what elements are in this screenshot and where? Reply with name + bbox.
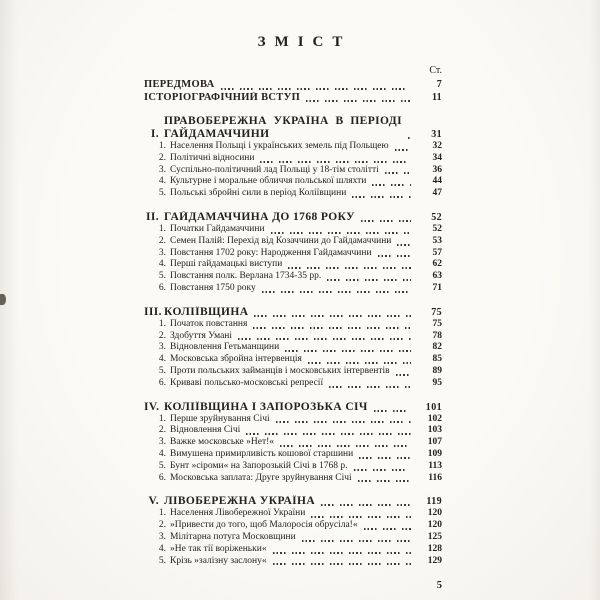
toc-item [144, 165, 442, 177]
toc-item [144, 520, 442, 532]
toc-item-label: Початок повстання [170, 318, 248, 329]
leader-dots [253, 327, 411, 329]
toc-item-page: 53 [432, 235, 442, 246]
toc-item-number: 3. [158, 164, 166, 175]
toc-section-heading-label: ГАЙДАМАЧЧИНА ДО 1768 РОКУ [164, 210, 355, 223]
toc-item-page: 128 [427, 543, 442, 554]
toc-item [144, 378, 442, 390]
leader-dots [352, 196, 411, 198]
toc-item-label: Початки Гайдамаччини [170, 223, 265, 234]
toc-item-number: 1. [158, 141, 166, 151]
toc-item-label: Повстання 1750 року [170, 282, 256, 293]
toc-item [144, 437, 442, 449]
leader-dots [321, 504, 411, 506]
toc-item-label: Семен Палій: Перехід від Козаччини до Гайдамаччини [170, 235, 392, 246]
leader-dots [327, 279, 411, 281]
toc-item-page: 120 [427, 508, 442, 519]
toc-item [144, 141, 442, 153]
leader-dots [374, 410, 411, 412]
leader-dots [271, 232, 411, 234]
toc-section-heading [144, 401, 442, 414]
leader-dots [358, 480, 411, 482]
toc-section-heading-number: V. [148, 495, 159, 508]
toc-item [144, 425, 442, 437]
toc-item-number: 2. [158, 330, 166, 341]
toc-item-label: Московська заплата: Друге зруйнування Січі [170, 472, 352, 483]
toc-item [144, 176, 442, 188]
toc-item-label: Мілітарна потуга Московщини [170, 531, 296, 542]
toc-item-label: »Привести до того, щоб Малоросія обрусіла!« [170, 520, 358, 531]
toc-item-number: 4. [158, 259, 166, 270]
column-header: Ст. [429, 65, 442, 76]
leader-dots [288, 267, 411, 269]
toc-item-number: 6. [158, 282, 166, 293]
toc-section-heading-page: 101 [425, 401, 442, 413]
toc-item [144, 224, 442, 236]
toc-item-page: 34 [432, 152, 442, 163]
leader-dots [378, 255, 411, 257]
toc-item-page: 102 [427, 413, 442, 424]
toc-section-heading-label: ЛІВОБЕРЕЖНА УКРАЇНА [164, 495, 316, 508]
leader-dots [408, 137, 411, 139]
toc-item-number: 3. [158, 437, 166, 448]
toc-section-heading-page: 31 [431, 129, 442, 140]
toc-item-page: 109 [427, 448, 442, 459]
leader-dots [306, 100, 411, 102]
leader-dots [308, 362, 411, 364]
toc-item-label: Криваві польсько-московські репресії [170, 377, 324, 388]
toc-item-number: 5. [158, 555, 166, 566]
toc-section [144, 211, 442, 295]
leader-dots [238, 338, 411, 340]
page-title: ЗМІСТ [257, 34, 352, 50]
leader-dots [354, 469, 411, 471]
leader-dots [361, 220, 411, 222]
toc-entry [144, 79, 442, 92]
toc-item [144, 188, 442, 200]
page-number: 5 [436, 580, 442, 592]
leader-dots [364, 528, 411, 530]
toc-item-label: Важке московське »Нет!« [170, 437, 275, 448]
toc-item-number: 3. [158, 342, 166, 353]
toc-item-page: 95 [432, 377, 442, 388]
toc-section-heading-page: 75 [431, 306, 442, 318]
toc-item-label: Повстання 1702 року: Народження Гайдамаччини [170, 247, 372, 258]
toc-entry-label: ПЕРЕДМОВА [144, 79, 215, 90]
toc-item-number: 1. [158, 508, 166, 519]
toc-entry-page: 7 [436, 79, 442, 90]
toc-item [144, 544, 442, 556]
toc-section-heading-page: 119 [426, 496, 442, 508]
toc-item-number: 1. [158, 413, 166, 424]
leader-dots [302, 540, 411, 542]
toc-item-label: Польські збройні сили в період Коліївщини [170, 188, 347, 199]
toc-item-label: Перші гайдамацькі виступи [170, 259, 283, 270]
toc-item-page: 125 [427, 531, 442, 542]
toc-section-heading-number: I. [150, 128, 159, 140]
toc-item [144, 508, 442, 520]
toc-content [144, 65, 442, 591]
toc-item [144, 556, 442, 568]
leader-dots [260, 161, 411, 163]
toc-item-page: 113 [428, 460, 442, 471]
toc-item-label: »Не так тії воріженьки« [170, 543, 267, 554]
toc-item-page: 32 [432, 141, 442, 151]
toc-item-number: 4. [158, 354, 166, 365]
toc-item-number: 2. [158, 425, 166, 436]
toc-item-label: Перше зруйнування Січі [170, 413, 270, 424]
toc-front-matter [144, 79, 442, 104]
toc-entry-page: 11 [431, 91, 442, 103]
toc-section-heading [144, 211, 442, 224]
toc-item-number: 2. [158, 152, 166, 163]
toc-item-label: Бунт »сіроми« на Запорозькій Січі в 1768 р. [170, 460, 348, 471]
leader-dots [329, 386, 411, 388]
toc-item-number: 2. [158, 520, 166, 531]
toc-section-heading [144, 306, 442, 319]
toc-entry [144, 92, 442, 105]
toc-section-heading-label: КОЛІЇВЩИНА І ЗАПОРОЗЬКА СІЧ [164, 400, 368, 413]
leader-dots [273, 552, 411, 554]
leader-dots [246, 433, 411, 435]
leader-dots [221, 88, 411, 90]
toc-item [144, 449, 442, 461]
toc-item [144, 271, 442, 283]
toc-section [144, 495, 442, 567]
toc-item-page: 89 [432, 365, 442, 376]
toc-item-page: 57 [432, 247, 442, 258]
toc-section-heading-number: IV. [144, 400, 160, 413]
toc-item-page: 71 [432, 282, 442, 293]
toc-item-label: Відновлення Січі [170, 425, 241, 436]
toc-item [144, 153, 442, 165]
toc-item-number: 5. [158, 271, 166, 282]
scan-artifact [0, 294, 6, 305]
toc-item-page: 85 [432, 354, 442, 365]
toc-item [144, 414, 442, 426]
leader-dots [385, 172, 411, 174]
toc-item-number: 4. [158, 176, 166, 187]
leader-dots [254, 315, 411, 317]
toc-section-heading-number: III. [144, 305, 162, 318]
toc-item-page: 78 [432, 330, 442, 341]
toc-item-label: Населення Польщі і українських земель під Польщею [170, 141, 389, 151]
toc-item-number: 3. [158, 531, 166, 542]
toc-entry-label: ІСТОРІОГРАФІЧНИЙ ВСТУП [144, 91, 301, 103]
toc-item [144, 331, 442, 343]
toc-item-page: 129 [427, 555, 442, 566]
toc-item-label: Культурне і моральне обличчя польської шляхти [170, 176, 367, 187]
toc-item [144, 236, 442, 248]
leader-dots [285, 350, 411, 352]
toc-section-heading-label: КОЛІЇВЩИНА [164, 305, 249, 318]
leader-dots [280, 445, 411, 447]
toc-item-label: Повстання полк. Верлана 1734-35 рр. [170, 271, 322, 282]
toc-item-number: 2. [158, 235, 166, 246]
leader-dots [311, 516, 411, 518]
toc-item-number: 4. [158, 448, 166, 459]
toc-item-label: Суспільно-політичний лад Польщі у 18-тім столітті [170, 164, 379, 175]
toc-item-number: 1. [158, 318, 166, 329]
toc-item-number: 1. [158, 223, 166, 234]
toc-item-number: 4. [158, 543, 166, 554]
leader-dots [273, 563, 411, 565]
toc-item-label: Вимушена примирливість кошової старшини [170, 448, 354, 459]
toc-section-heading [144, 115, 442, 141]
toc-item [144, 366, 442, 378]
toc-item-page: 44 [432, 176, 442, 187]
toc-section [144, 115, 442, 200]
toc-item-label: Політичні відносини [170, 152, 255, 163]
leader-dots [372, 184, 411, 186]
toc-item-page: 103 [427, 425, 442, 436]
toc-item-page: 120 [427, 520, 442, 531]
toc-item-label: Крізь »залізну заслону« [170, 555, 267, 566]
toc-item [144, 283, 442, 295]
toc-item-page: 75 [432, 318, 442, 329]
toc-section-heading [144, 495, 442, 508]
toc-item-page: 47 [432, 188, 442, 199]
leader-dots [262, 291, 411, 293]
toc-item-label: Відновлення Гетьманщини [170, 342, 280, 353]
toc-item-page: 63 [432, 271, 442, 282]
toc-item-page: 36 [432, 164, 442, 175]
toc-item [144, 319, 442, 331]
toc-item-number: 6. [158, 472, 166, 483]
toc-item-label: Московська збройна інтервенція [170, 354, 302, 365]
toc-item-page: 116 [428, 472, 442, 483]
table-of-contents [144, 79, 442, 567]
leader-dots [276, 421, 411, 423]
toc-section [144, 401, 442, 485]
toc-item-number: 6. [158, 377, 166, 388]
toc-item-label: Населення Лівобережної України [170, 508, 306, 519]
toc-section-heading-number: II. [145, 210, 159, 223]
toc-item [144, 248, 442, 260]
toc-item-label: Здобуття Умані [170, 330, 233, 341]
toc-item [144, 354, 442, 366]
toc-item-number: 5. [158, 365, 166, 376]
toc-section-heading-label: ПРАВОБЕРЕЖНА УКРАЇНА В ПЕРІОДІ ГАЙДАМАЧЧИНИ [164, 115, 402, 140]
toc-item-number: 5. [158, 460, 166, 471]
leader-dots [396, 374, 411, 376]
leader-dots [397, 244, 411, 246]
toc-item [144, 259, 442, 271]
leader-dots [359, 457, 411, 459]
toc-item-page: 52 [432, 223, 442, 234]
toc-item [144, 342, 442, 354]
toc-item [144, 461, 442, 473]
toc-item-page: 62 [432, 259, 442, 270]
toc-item [144, 473, 442, 485]
leader-dots [395, 149, 411, 151]
toc-item-number: 3. [158, 247, 166, 258]
toc-item-label: Проти польських займанців і московських інтервентів [170, 365, 390, 376]
toc-item-number: 5. [158, 188, 166, 199]
toc-item [144, 532, 442, 544]
toc-section [144, 306, 442, 390]
toc-section-heading-page: 52 [431, 211, 442, 223]
toc-item-page: 107 [427, 437, 442, 448]
toc-item-page: 82 [432, 342, 442, 353]
